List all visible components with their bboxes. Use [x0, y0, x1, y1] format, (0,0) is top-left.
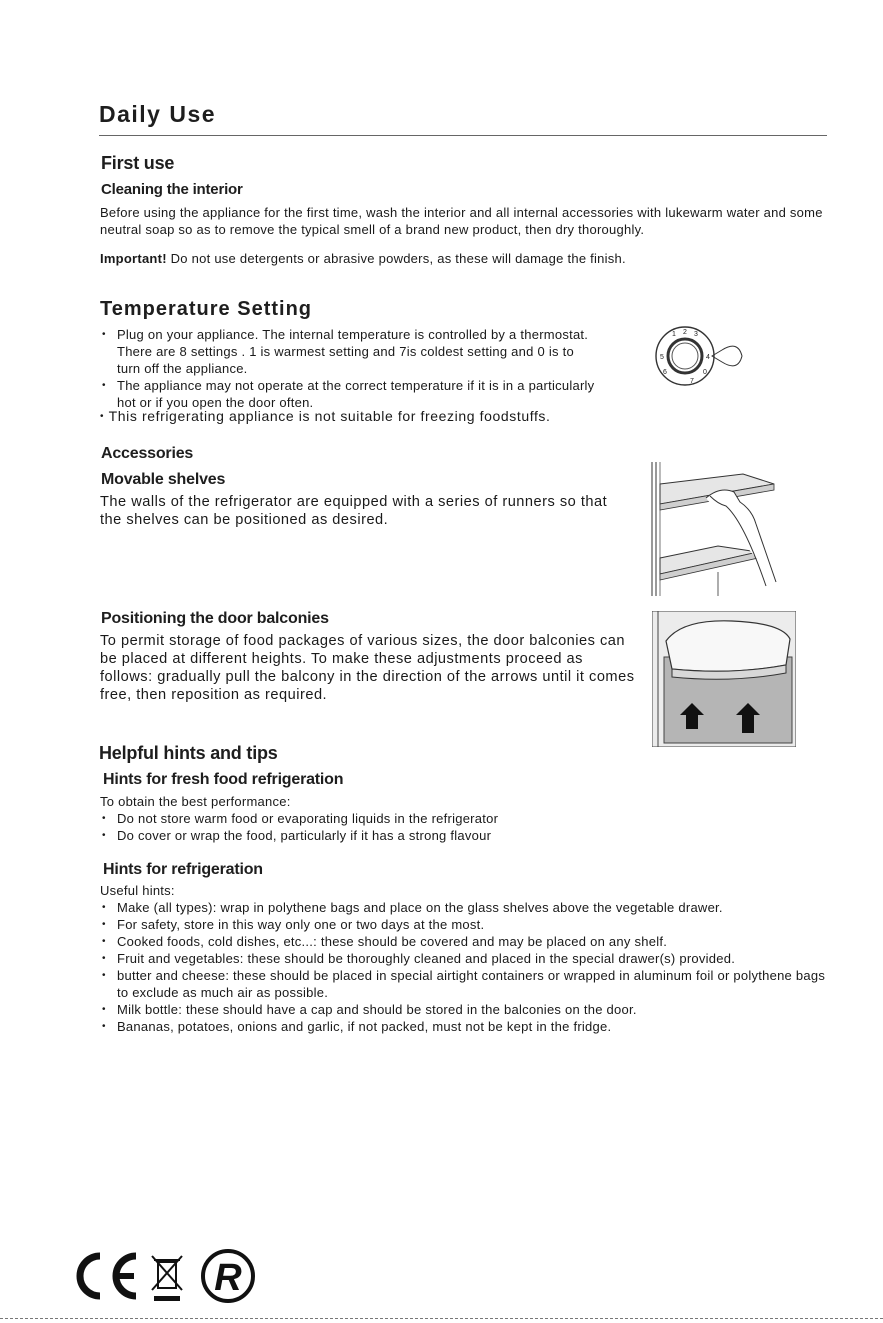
cleaning-heading: Cleaning the interior: [101, 181, 243, 198]
fresh-food-intro: To obtain the best performance:: [100, 794, 291, 809]
dial-digit: 4: [706, 354, 710, 361]
dial-digit: 0: [703, 369, 707, 376]
list-item: • The appliance may not operate at the correct temperature if it is in a particularly hot or if you open the door often.: [100, 377, 600, 411]
fresh-food-block: [100, 793, 800, 844]
list-item: • Cooked foods, cold dishes, etc...: these should be covered and may be placed on any shelf.: [100, 933, 840, 950]
thermostat-dial-illustration: [650, 326, 770, 396]
title-rule: [99, 135, 827, 136]
movable-shelves-text: The walls of the refrigerator are equipped with a series of runners so that the shelves can be positioned as desired.: [100, 494, 608, 528]
registered-letter: R: [214, 1257, 242, 1299]
dial-digit: 1: [672, 331, 676, 338]
shelf-illustration: [648, 462, 780, 596]
balconies-text: To permit storage of food packages of various sizes, the door balconies can be placed at different heights. To make these adjustments proceed as follows: gradually pull the balcony in the direction of the arrows until it comes free, then reposition as required.: [100, 633, 635, 703]
dial-digit: 6: [663, 369, 667, 376]
fresh-food-heading: Hints for fresh food refrigeration: [103, 771, 344, 788]
important-label: Important!: [100, 251, 167, 266]
first-use-heading: First use: [101, 153, 175, 173]
refrigeration-heading: Hints for refrigeration: [103, 861, 263, 878]
freezing-note-text: This refrigerating appliance is not suitable for freezing foodstuffs.: [108, 408, 551, 424]
balconies-heading: Positioning the door balconies: [101, 610, 329, 627]
list-item: • Do not store warm food or evaporating liquids in the refrigerator: [100, 810, 800, 827]
refrigeration-intro: Useful hints:: [100, 883, 175, 898]
list-item: • Make (all types): wrap in polythene bags and place on the glass shelves above the vegetable drawer.: [100, 899, 840, 916]
list-item: • Do cover or wrap the food, particularly if it has a strong flavour: [100, 827, 800, 844]
ce-mark-icon: [80, 1256, 136, 1296]
list-item: • Bananas, potatoes, onions and garlic, if not packed, must not be kept in the fridge.: [100, 1018, 840, 1035]
freezing-note: • This refrigerating appliance is not suitable for freezing foodstuffs.: [100, 408, 551, 424]
list-item: • Plug on your appliance. The internal temperature is controlled by a thermostat. There are 8 settings . 1 is warmest setting and 7is coldest setting and 0 is to turn off the appliance.: [100, 326, 600, 377]
important-note: [100, 250, 820, 267]
dial-digit: 3: [694, 331, 698, 338]
accessories-heading: Accessories: [101, 445, 194, 462]
fresh-food-bullets: [100, 810, 800, 844]
page-title: Daily Use: [99, 101, 217, 127]
refrigeration-block: [100, 882, 840, 1035]
list-item: • For safety, store in this way only one or two days at the most.: [100, 916, 840, 933]
page-cut-line: [0, 1318, 883, 1319]
dial-digit: 7: [690, 378, 694, 385]
list-item: • Fruit and vegetables: these should be thoroughly cleaned and placed in the special drawer(s) provided.: [100, 950, 840, 967]
dial-digit: 5: [660, 354, 664, 361]
important-text: Do not use detergents or abrasive powders, as these will damage the finish.: [170, 251, 626, 266]
dial-digit: 2: [683, 329, 687, 336]
weee-bin-icon: [152, 1256, 182, 1301]
temperature-bullets: [100, 326, 600, 411]
door-balcony-illustration: [652, 611, 796, 747]
list-item: • Milk bottle: these should have a cap and should be stored in the balconies on the door.: [100, 1001, 840, 1018]
hints-heading: Helpful hints and tips: [99, 743, 278, 763]
movable-shelves-heading: Movable shelves: [101, 471, 226, 488]
certification-logos: [66, 1246, 266, 1306]
cleaning-paragraph: Before using the appliance for the first time, wash the interior and all internal accessories with lukewarm water and some neutral soap so as to remove the typical smell of a brand new product, then dry thoroughly.: [100, 205, 823, 237]
temperature-heading: Temperature Setting: [100, 298, 312, 320]
registered-mark-icon: [203, 1251, 253, 1301]
list-item: • butter and cheese: these should be placed in special airtight containers or wrapped in aluminum foil or polythene bags to exclude as much air as possible.: [100, 967, 840, 1001]
refrigeration-bullets: [100, 899, 840, 1035]
